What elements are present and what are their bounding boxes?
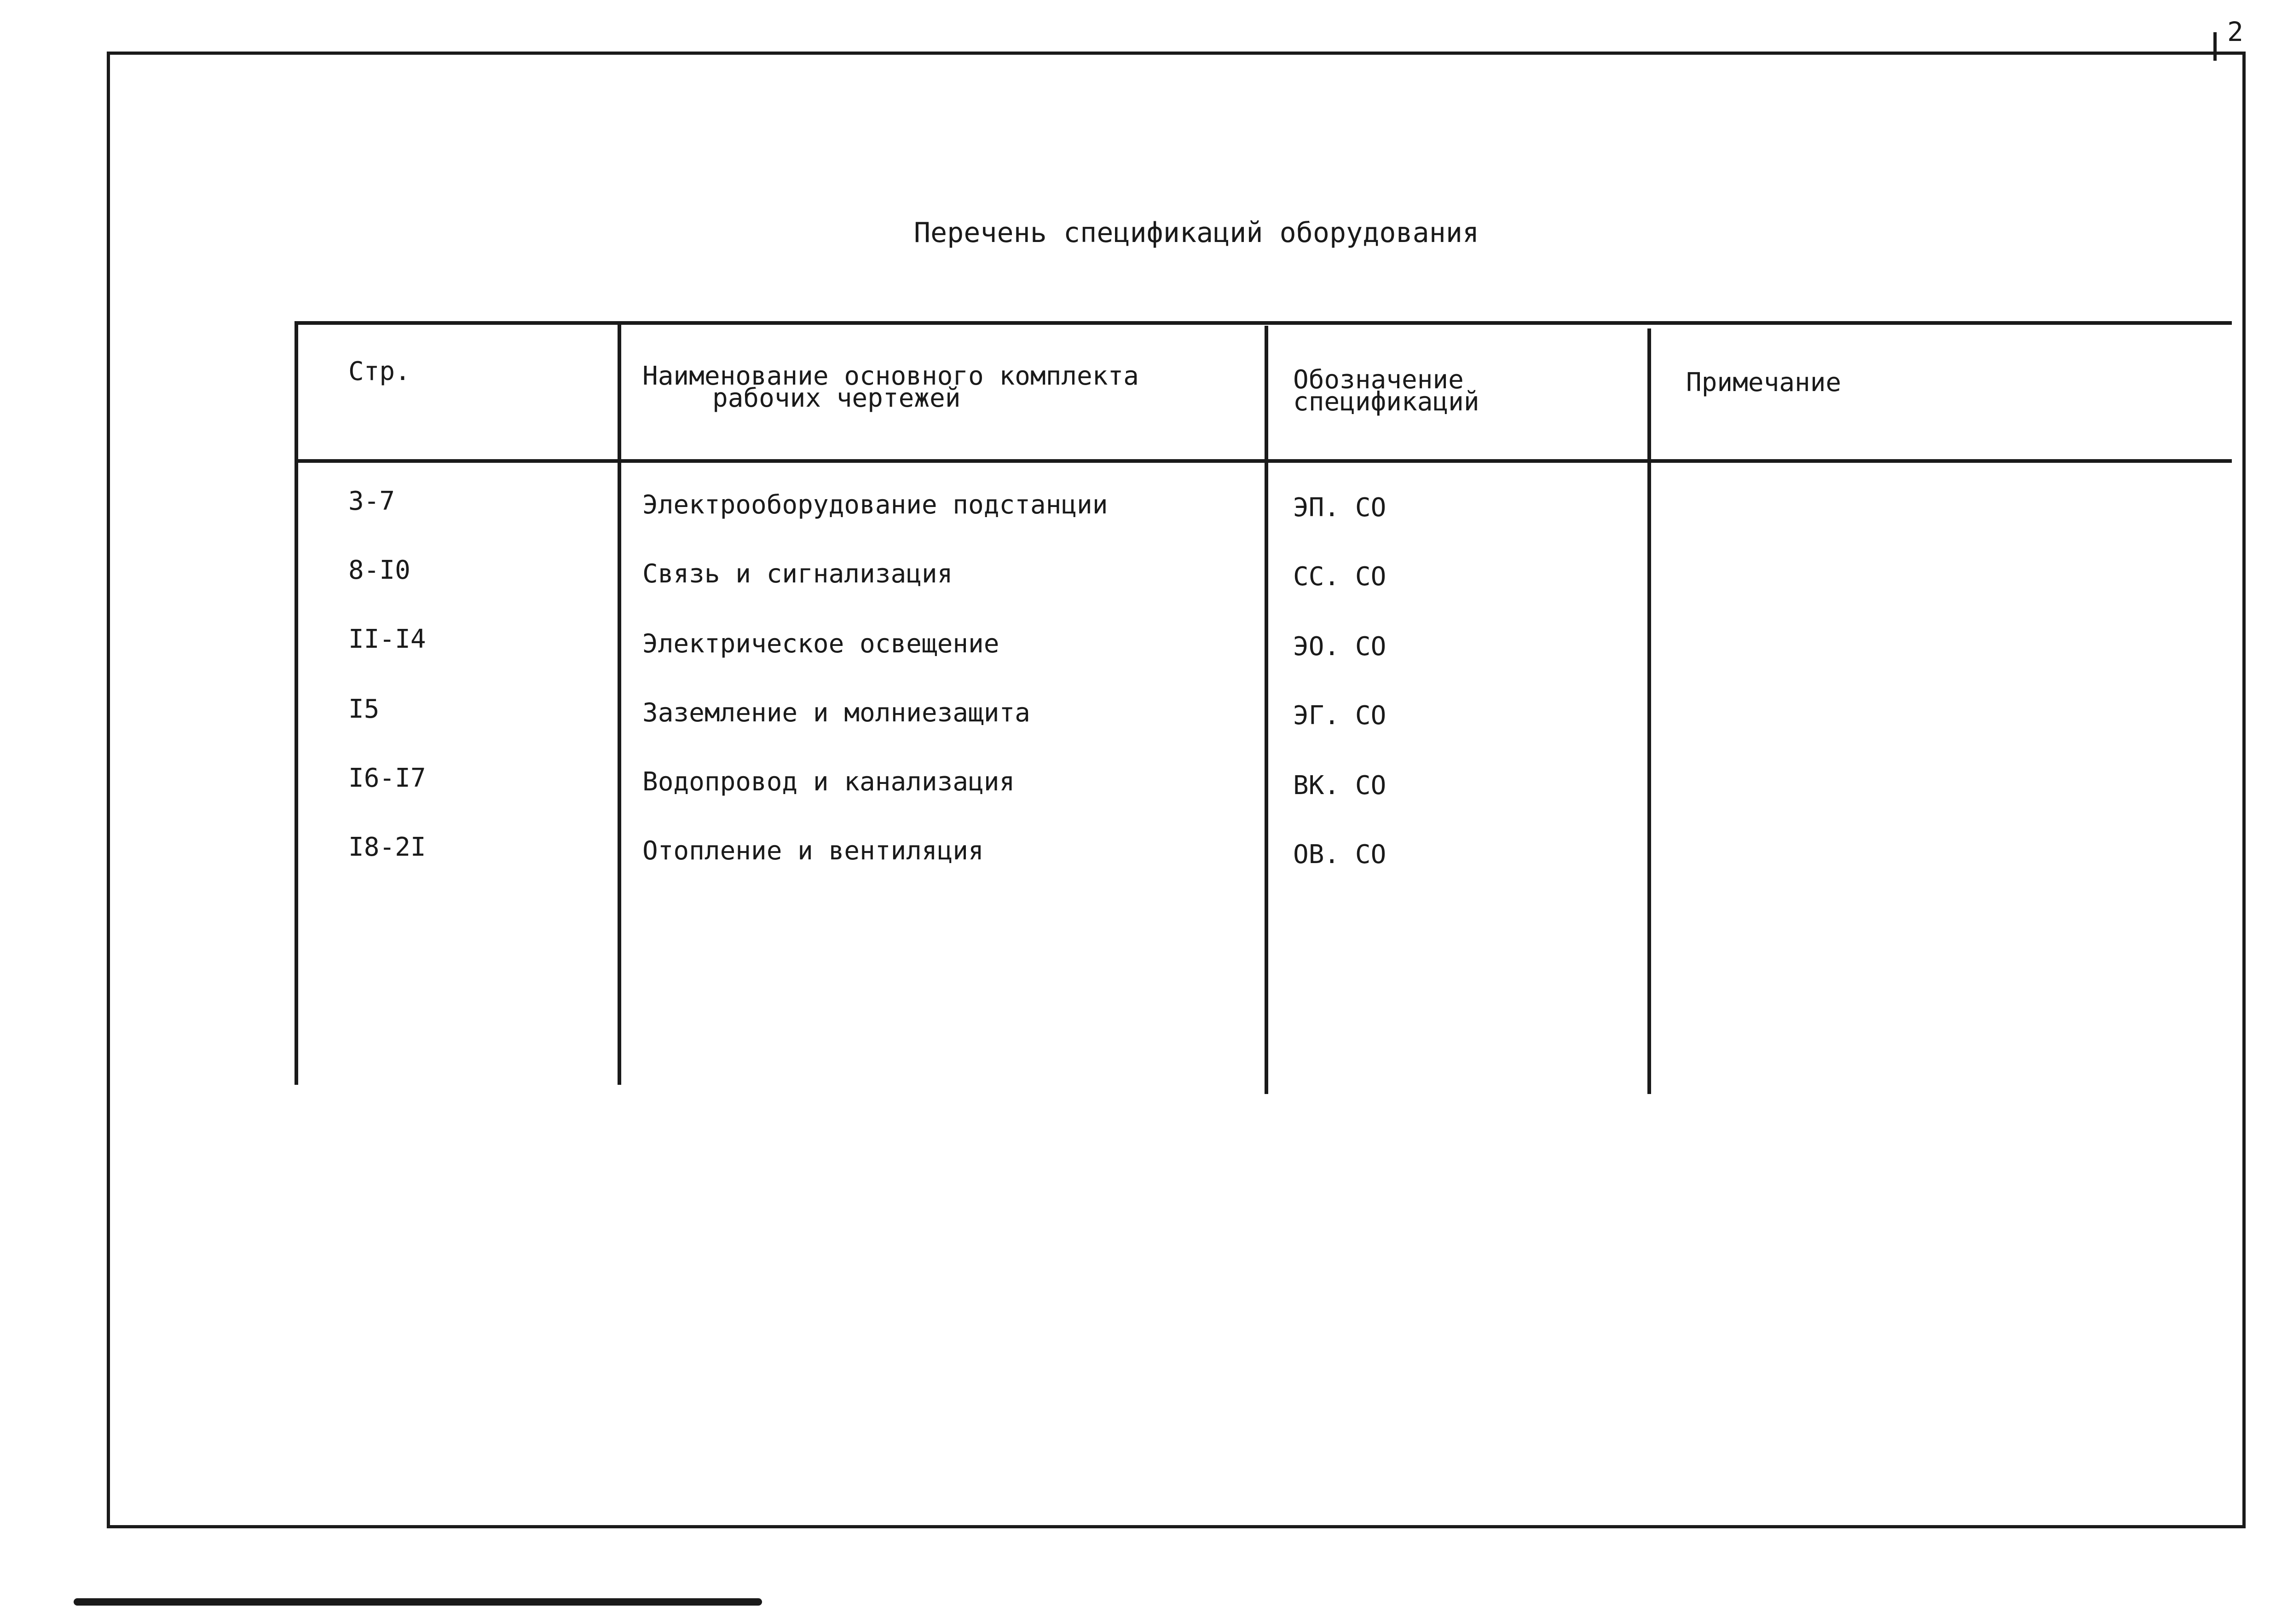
drawing-frame [107,52,2246,1528]
row-5-name: Водопровод и канализация [642,767,1015,797]
row-2-name: Связь и сигнализация [642,559,953,589]
table-left-border [295,321,298,1085]
column-divider-3 [1647,328,1651,1094]
table-top-rule [295,321,2232,325]
header-name-line2: рабочих чертежей [712,383,961,413]
row-3-code: ЭО. СО [1293,632,1386,662]
column-divider-1 [618,321,621,1085]
page-corner-mark [2213,32,2217,61]
header-code-line1: Обозначение [1293,365,1464,395]
page-number: 2 [2227,16,2243,47]
table-header-rule [295,459,2232,463]
row-4-page: I5 [348,694,380,724]
row-2-page: 8-I0 [348,555,410,585]
row-6-page: I8-2I [348,832,426,862]
header-note: Примечание [1686,368,1842,397]
document-title: Перечень спецификаций оборудования [913,217,1479,249]
header-name-line1: Наименование основного комплекта [642,361,1139,391]
header-code-line2: спецификаций [1293,387,1479,417]
bottom-edge-mark [74,1598,762,1606]
row-1-code: ЭП. СО [1293,493,1386,523]
row-6-code: ОВ. СО [1293,840,1386,870]
row-4-name: Заземление и молниезащита [642,698,1030,728]
header-page: Стр. [348,357,410,386]
row-5-page: I6-I7 [348,763,426,793]
row-5-code: ВК. СО [1293,771,1386,800]
row-3-name: Электрическое освещение [642,629,999,659]
row-2-code: СС. СО [1293,562,1386,592]
row-1-name: Электрооборудование подстанции [642,490,1108,520]
row-3-page: II-I4 [348,624,426,654]
row-6-name: Отопление и вентиляция [642,836,984,866]
column-divider-2 [1265,326,1268,1094]
row-1-page: 3-7 [348,486,395,516]
row-4-code: ЭГ. СО [1293,701,1386,731]
